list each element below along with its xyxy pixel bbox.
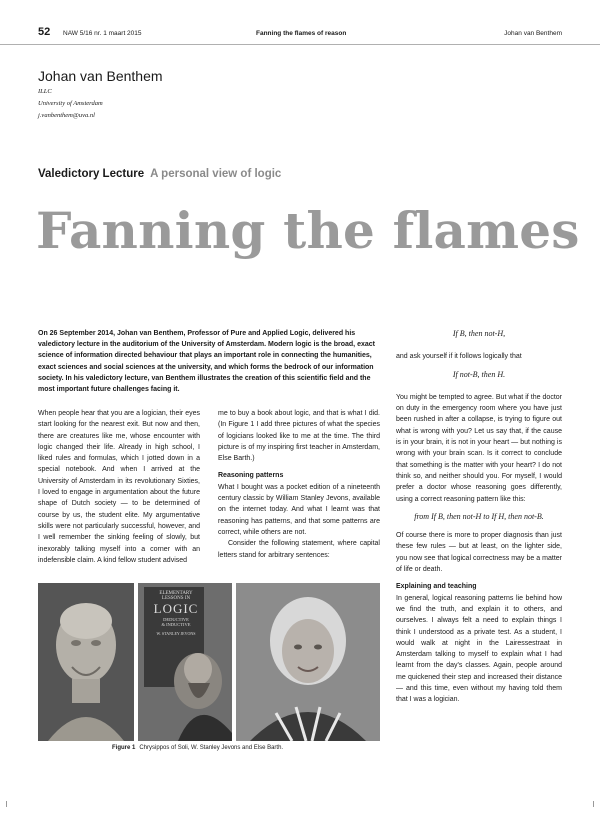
- body-column-3: [396, 326, 562, 706]
- col2-paragraph-2: What I bought was a pocket edition of a nineteenth century classic by William Stanley Jevons, available on the internet today. And what I learnt was that reasoning has patterns, and that some patterns are correct, while others are not.: [218, 483, 380, 536]
- col2-paragraph-1: me to buy a book about logic, and that is what I did. (In Figure 1 I add three pictures of what the species of logicians looked like to me at the time. The third picture is of my inspiring first teacher in Amsterdam, Else Barth.): [218, 410, 380, 463]
- bust-illustration: [38, 583, 134, 741]
- body-column-2: [218, 408, 380, 561]
- running-title: Fanning the flames of reason: [256, 30, 347, 37]
- book-line-4: & INDUCTIVE: [161, 622, 191, 627]
- col3-paragraph-2: You might be tempted to agree. But what if the doctor on duty in the emergency room where you have just been rushed in after a collapse, is trying to figure out what is wrong with you? Let us say that, if the cause is in your brain, it is not in your heart — but nothing is wrong with your brain scan. Is it correct to conclude that something is the matter with your heart? I do not think so, and neither should you. For myself, I would prefer a doctor whose reasoning goes differently, using a correct reasoning pattern like this:: [396, 393, 562, 503]
- formula-1: If B, then not-H,: [452, 329, 506, 338]
- abstract: On 26 September 2014, Johan van Benthem, Professor of Pure and Applied Logic, delivered his valedictory lecture in the auditorium of the University of Amsterdam. Modern logic is the broad, exact science of information directed behaviour that plays an important role in connecting the humanities, exact sciences and social sciences at the university, and which forms the bedrock of our information society. In his valedictory lecture, van Benthem illustrates the creation of this scientific field and the most important future challenges facing it.: [38, 330, 375, 394]
- running-author: Johan van Benthem: [504, 30, 562, 37]
- running-header: [38, 26, 562, 42]
- author-email[interactable]: j.vanbenthem@uva.nl: [38, 112, 95, 119]
- photo-else-barth: [236, 583, 380, 741]
- section-heading: [38, 168, 281, 180]
- journal-info: NAW 5/16 nr. 1 maart 2015: [63, 30, 142, 37]
- portrait-illustration: [236, 583, 380, 741]
- author-affiliation-institute: ILLC: [38, 88, 52, 95]
- heading-reasoning-patterns: Reasoning patterns: [218, 472, 284, 480]
- body-column-1: [38, 408, 200, 566]
- crop-mark-right: [593, 801, 600, 807]
- figure-caption: [112, 745, 283, 751]
- col3-paragraph-1: and ask yourself if it follows logically that: [396, 353, 522, 361]
- section-subtitle: A personal view of logic: [150, 168, 282, 180]
- book-line-1: ELEMENTARY: [159, 591, 193, 596]
- author-affiliation-university: University of Amsterdam: [38, 100, 103, 107]
- photo-chrysippos: [38, 583, 134, 741]
- formula-3: from If B, then not-H to If H, then not-B.: [414, 511, 544, 521]
- photo-jevons-book: [138, 583, 232, 741]
- col2-paragraph-3: Consider the following statement, where capital letters stand for arbitrary sentences:: [218, 540, 380, 559]
- article-title: Fanning the flames: [36, 201, 580, 260]
- author-name: Johan van Benthem: [38, 68, 163, 84]
- book-author: W. STANLEY JEVONS: [156, 631, 196, 636]
- figure-caption-text: Chrysippos of Soli, W. Stanley Jevons and Else Barth.: [139, 745, 284, 751]
- formula-2: If not-B, then H.: [452, 369, 506, 379]
- col3-paragraph-3: Of course there is more to proper diagnosis than just these few rules — but at least, on the lighter side, you now see that logical correctness may be a matter of life or death.: [396, 532, 562, 574]
- heading-explaining-teaching: Explaining and teaching: [396, 583, 477, 591]
- book-title: LOGIC: [153, 601, 199, 616]
- crop-mark-left: [0, 801, 7, 807]
- book-cover-text: [148, 591, 204, 636]
- page-number: 52: [38, 26, 51, 38]
- book-line-3: DEDUCTIVE: [163, 617, 189, 622]
- col3-paragraph-4: In general, logical reasoning patterns lie behind how we find the truth, and explain it to others, and ourselves. I always felt a need to explain things I think I understood as a private test. As a student, I would walk at night in the Lairessestraat in Amsterdam talking to myself to explain what I had learnt from the day's classes. Again, people around me quickened their step and increased their distance — and this time, even without my having told them that I was a logician.: [396, 594, 562, 704]
- book-line-2: LESSONS IN: [161, 596, 191, 601]
- col1-paragraph-1: When people hear that you are a logician, their eyes start looking for the nearest exit. But now and then, there are creatures like me, whose encounter with logic changed their life. Already in high school, I liked rules and formulas, which I jotted down in a special notebook. And when I arrived at the University of Amsterdam in its revolutionary Sixties, I loved to engage in argumentation about the future shape of Dutch society — to be determined of course by us, the student elite. My argumentative skills were not particularly successful, however, and I well remember the sinking feeling of slowly, but inexorably talking myself into a corner with an indefensible claim. A kind fellow student advised: [38, 410, 200, 564]
- figure-label: Figure 1: [112, 745, 136, 751]
- section-label: Valedictory Lecture: [38, 168, 145, 180]
- header-rule: [0, 44, 600, 45]
